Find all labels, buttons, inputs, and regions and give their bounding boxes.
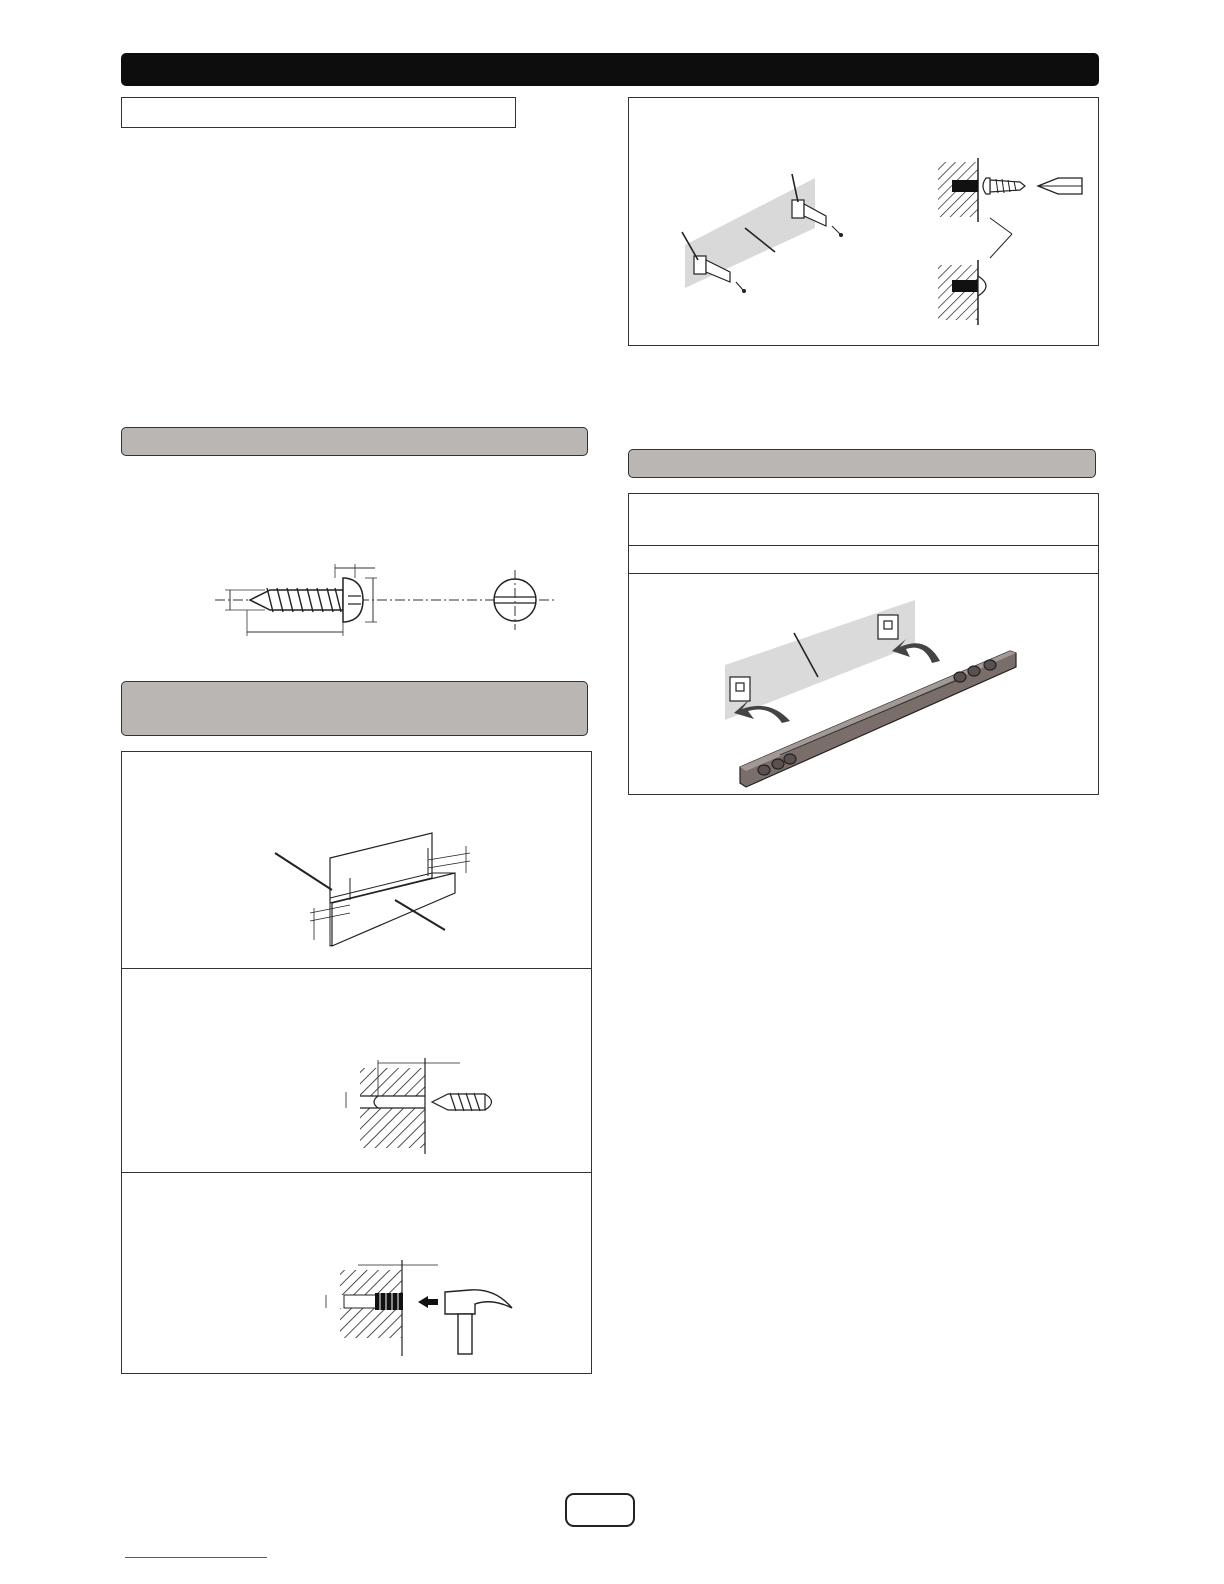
section-title-bar [121, 53, 1099, 86]
step-divider [122, 1172, 591, 1173]
step-divider [122, 968, 591, 969]
installation-heading-bar [121, 681, 588, 736]
bracket-mounting-diagram [680, 150, 1090, 330]
screw-diagram [215, 560, 555, 640]
panel-divider [629, 573, 1098, 574]
page-number-box [565, 1493, 635, 1527]
plug-hammer-diagram [320, 1260, 520, 1360]
footer-link[interactable] [125, 1557, 267, 1558]
panel-divider [629, 545, 1098, 546]
drilling-diagram [340, 1058, 500, 1158]
speaker-hanging-diagram [720, 595, 1030, 795]
paper-template-diagram [270, 818, 480, 948]
subsection-heading-box [121, 97, 516, 128]
hang-speaker-heading-bar [628, 449, 1096, 478]
screw-heading-bar [121, 427, 588, 456]
